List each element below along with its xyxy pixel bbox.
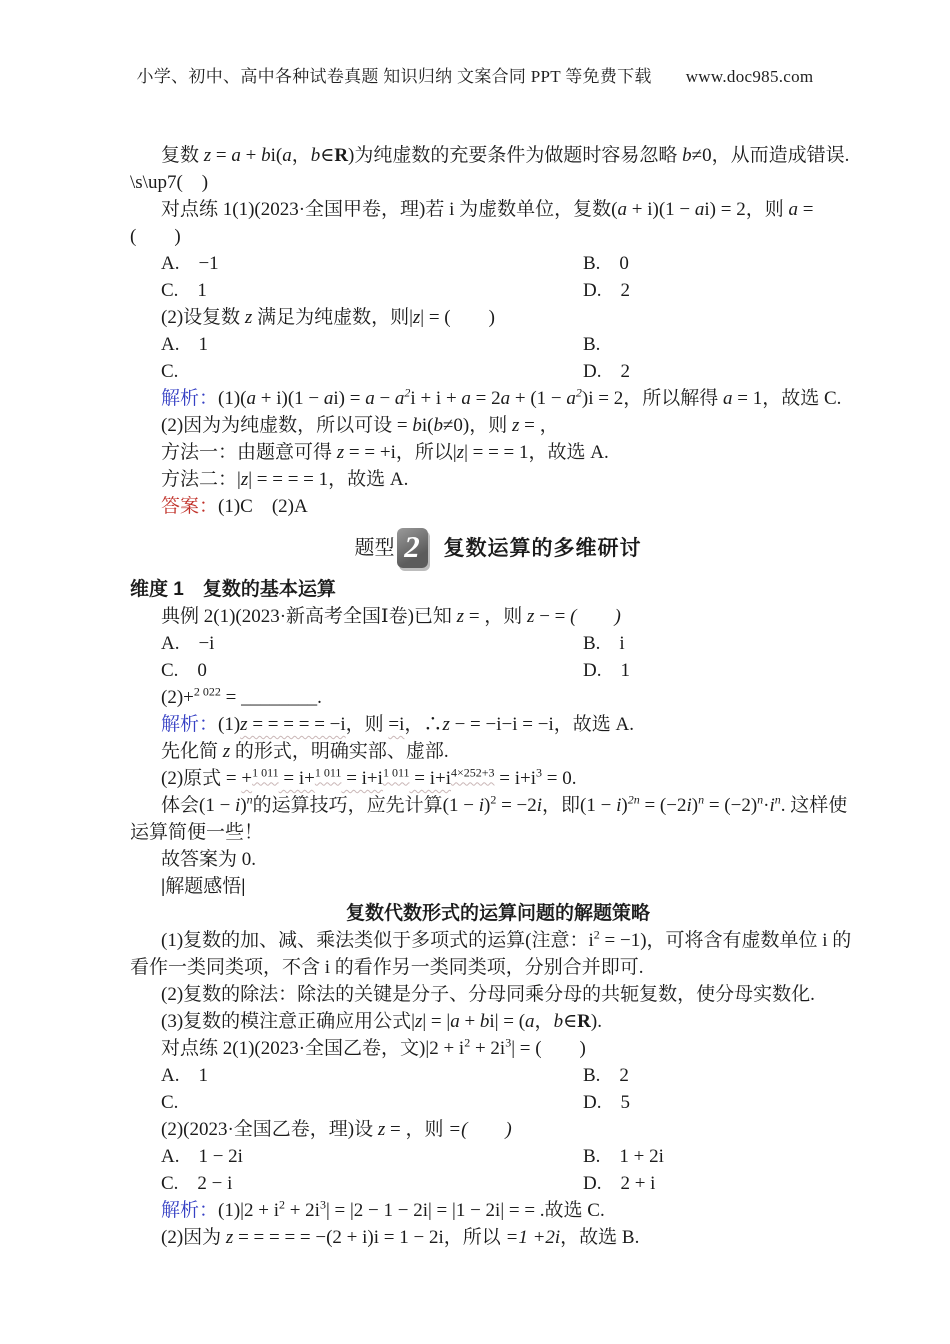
example2-part1-stem [130,603,866,630]
practice2-analysis-2 [130,1224,866,1251]
text-run: = i+i [341,768,383,789]
option-cell-right [583,657,630,684]
option-cell-right [583,250,629,277]
text-run: A. 1 [161,1065,208,1086]
text-run: D. 2 [583,280,630,301]
text-run: ) [240,795,247,816]
text-run: D. 2 + i [583,1173,656,1194]
text-run: ，则 [345,714,389,735]
topic-heading [130,520,866,576]
text-run: (1)C (2)A [218,496,308,517]
text-run: 的形式，明确实部、虚部. [230,741,449,762]
text-run: 满足为纯虚数，则| [252,307,413,328]
text-run: (2)+ [161,687,194,708]
text-run: a [365,388,375,409]
text-run: a [394,388,405,409]
text-run: i + i + [410,388,462,409]
text-run: z [377,1119,386,1140]
text-run: ≠0，从而造成错误. [691,145,850,166]
option-cell-left [161,331,583,358]
practice1-answer [130,493,866,520]
text-run: | = = = 1，故选 A. [464,442,609,463]
text-run: z [336,442,345,463]
text-run: (2)因为为纯虚数，所以可设 = [161,415,413,436]
text-run: 2 [464,1035,471,1050]
text-run: B. i [583,633,625,654]
text-run: − [374,388,395,409]
simplify-note [130,738,866,765]
text-run: 解题感悟 [165,876,242,897]
text-run: | = = = = 1，故选 A. [248,469,409,490]
option-cell-left [161,277,583,304]
text-run: i( [421,415,434,436]
text-run: 1 011 [382,765,410,780]
text-run: C. 0 [161,660,207,681]
text-run: z [512,415,520,436]
text-run: (2)因为 [161,1227,226,1248]
text-run: = (−2) [704,795,758,816]
text-run: 体会(1 − [161,795,236,816]
text-run: + [241,768,253,789]
text-run: B. 1 + 2i [583,1146,664,1167]
text-run: a [722,388,733,409]
text-run: a [525,1011,535,1032]
text-run: a [450,1011,460,1032]
text-run: z [456,442,465,463]
practice1-part2-options-ab [130,331,866,358]
technique-note-line2 [130,819,866,846]
text-run: z [240,714,248,735]
text-run: − = −i−i = −i，故选 A. [449,714,634,735]
text-run: ________ [241,687,318,708]
practice2-analysis-1 [130,1197,866,1224]
method-two [130,466,866,493]
example2-analysis-2 [130,765,866,792]
text-run: . [317,687,322,708]
text-run: z [222,741,231,762]
text-run: 3 [536,765,543,780]
text-run: A. 1 [161,334,208,355]
text-run: ， [291,145,311,166]
text-run: C. 2 − i [161,1173,233,1194]
jiexi-label: 解析： [161,714,219,735]
text-run: 运算简便一些！ [130,822,264,843]
text-run: 复数 [161,145,204,166]
text-run: | = |2 − 1 − 2i| = |1 − 2i| = = .故选 C. [325,1200,605,1221]
practice2-part2-options-ab [130,1143,866,1170]
text-run: b [433,415,443,436]
text-run: B. 2 [583,1065,629,1086]
option-cell-right [583,1062,629,1089]
text-run: = [220,687,242,708]
practice1-part1-stem [130,196,866,250]
text-run: D. 5 [583,1092,630,1113]
text-run: b [261,145,271,166]
text-run: ). [590,1011,602,1032]
insight-label [130,873,866,900]
text-run: ，故选 B. [560,1227,640,1248]
text-run: 的运算技巧，应先计算(1 − [252,795,479,816]
text-run: = 1，故选 C. [732,388,842,409]
text-run: | = | [422,1011,451,1032]
text-run: A. −i [161,633,215,654]
topic-number-badge: 2 [397,528,428,568]
text-run: = i+ [278,768,315,789]
text-run: (2)设复数 [161,307,245,328]
example2-analysis-1 [130,711,866,738]
text-run: (2)复数的除法：除法的关键是分子、分母同乘分母的共轭复数，使分母实数化. [161,984,815,1005]
text-run: = i+i [409,768,451,789]
option-cell-right [583,1089,630,1116]
text-run: = ，则 [385,1119,449,1140]
text-run: (3)复数的模注意正确应用公式| [161,1011,415,1032]
text-run: i [478,795,484,816]
option-cell-right [583,1143,664,1170]
text-run: a [282,145,292,166]
text-run: n [698,792,705,807]
practice1-part2-options-cd [130,358,866,385]
text-run: b [479,1011,490,1032]
practice2-part1-options-cd [130,1089,866,1116]
option-cell-left [161,657,583,684]
text-run: i [235,795,241,816]
option-cell-right [583,277,630,304]
text-run: = (−2 [639,795,687,816]
text-run: 2 [490,792,497,807]
practice1-part2-stem [130,304,866,331]
example2-part2-stem [130,684,866,711]
option-cell-right [583,1170,655,1197]
text-run: = = = = = −(2 + i)i = 1 − 2i，所以 [233,1227,506,1248]
text-run: + i)(1 − [256,388,324,409]
text-run: z [244,307,253,328]
text-run: 2 [575,385,582,400]
text-run: z [456,606,465,627]
option-cell-right [583,331,600,358]
text-run: 先化简 [161,741,223,762]
text-run: = −2 [496,795,537,816]
text-run: A. −1 [161,253,219,274]
text-run: a [500,388,511,409]
daan-label: 答案： [161,496,219,517]
text-run: + 2i [284,1200,320,1221]
text-run: + [459,1011,480,1032]
text-run: i| = ( [489,1011,526,1032]
text-run: a [231,145,241,166]
strategy-2 [130,981,866,1008]
text-run: ) [483,795,491,816]
text-run: a [694,199,705,220]
practice1-analysis-1 [130,385,866,412]
answer-zero [130,846,866,873]
text-run: 1 011 [252,765,279,780]
option-cell-left [161,250,583,277]
text-run: i( [270,145,283,166]
text-run: D. 2 [583,361,630,382]
text-run: C. 1 [161,280,207,301]
strategy-1-line1 [130,927,866,954]
practice2-part2-options-cd [130,1170,866,1197]
text-run: R [334,145,349,166]
header-text: 小学、初中、高中各种试卷真题 知识归纳 文案合同 PPT 等免费下载 [136,67,652,86]
site-header [0,62,950,87]
text-run: | = ( ) [511,1038,586,1059]
document-body [130,142,866,1251]
text-run: b [412,415,422,436]
text-run: 1 011 [314,765,342,780]
text-run: C. [161,361,179,382]
text-run: 维度 1 复数的基本运算 [130,579,336,600]
text-run: | [241,876,246,897]
jiexi-label: 解析： [161,388,219,409]
text-run: b [553,1011,564,1032]
text-run: z [225,1227,234,1248]
header-url[interactable]: www.doc985.com [685,67,814,86]
text-run: =i [388,714,405,735]
text-run: + i)(1 − [627,199,695,220]
text-run: ， [534,1011,554,1032]
text-run: = ，则 [464,606,528,627]
text-run: | = ( ) [420,307,495,328]
text-run: n [757,792,764,807]
text-run: A. 1 − 2i [161,1146,243,1167]
text-run: · [763,795,770,816]
text-run: = −1)，可将含有虚数单位 i 的 [599,930,852,951]
text-run: a [246,388,256,409]
text-run: i [536,795,543,816]
text-run: 典例 2(1)(2023·新高考全国Ⅰ卷)已知 [161,606,457,627]
text-run: B. 0 [583,253,629,274]
text-run: ∈ [563,1011,578,1032]
text-run: 对点练 1(1)(2023·全国甲卷，理)若 i 为虚数单位，复数( [161,199,618,220]
text-run: ，∴ [404,714,443,735]
text-run: 看作一类同类项，不含 i 的看作另一类同类项，分别合并即可. [130,957,644,978]
example2-part1-options-ab [130,630,866,657]
text-run: ( ) [570,606,621,627]
text-run: 复数代数形式的运算问题的解题策略 [345,903,650,924]
text-run: z [414,1011,423,1032]
practice1-analysis-2 [130,412,866,439]
text-run: )i = 2，所以解得 [581,388,723,409]
text-run: . 这样使 [780,795,848,816]
text-run: 2 [593,927,600,942]
text-run: a [323,388,334,409]
text-run: R [577,1011,591,1032]
text-run: = [211,145,232,166]
text-run: | [161,876,166,897]
text-run: = i+i [494,768,537,789]
technique-note-line1 [130,792,866,819]
text-run: B. [583,334,601,355]
field-code-line [130,169,866,196]
text-run: (1)( [218,388,247,409]
text-run: 3 [319,1197,326,1212]
text-run: 2 [278,1197,285,1212]
practice1-part1-options-ab [130,250,866,277]
practice2-part2-stem [130,1116,866,1143]
text-run: i [769,795,775,816]
text-run: 方法二：| [161,469,241,490]
text-run: i [616,795,622,816]
practice1-part1-options-cd [130,277,866,304]
text-run: 2n [627,792,640,807]
method-one [130,439,866,466]
text-run: 2 022 [193,684,221,699]
text-run: (1) [218,714,241,735]
text-run: n [774,792,781,807]
text-run: =( ) [448,1119,512,1140]
option-cell-left [161,358,583,385]
text-run: )为纯虚数的充要条件为做题时容易忽略 [348,145,683,166]
text-run: =1 +2i [505,1227,561,1248]
text-run: a [617,199,627,220]
dimension-heading [130,576,866,603]
text-run: z [527,606,535,627]
text-run: + (1 − [510,388,567,409]
text-run: ，即(1 − [542,795,617,816]
text-run: ∈ [320,145,335,166]
text-run: ) [621,795,628,816]
text-run: z [442,714,450,735]
topic-label: 题型 [354,536,395,559]
text-run: ) [691,795,699,816]
text-run: a [566,388,576,409]
text-run: C. [161,1092,179,1113]
text-run: + 2i [470,1038,506,1059]
text-run: z [240,469,249,490]
text-run: z [203,145,212,166]
text-run: \s\up7( ) [130,172,209,193]
text-run: = ( ) [130,199,814,247]
text-run: (2)原式 = [161,768,242,789]
example2-part1-options-cd [130,657,866,684]
text-run: D. 1 [583,660,630,681]
topic-title: 复数运算的多维研讨 [443,536,642,560]
option-cell-right [583,630,625,657]
practice2-part1-stem [130,1035,866,1062]
option-cell-right [583,358,630,385]
text-run: + [240,145,262,166]
text-run: 3 [505,1035,512,1050]
text-run: (1)复数的加、减、乘法类似于多项式的运算(注意：i [161,930,594,951]
strategy-1-line2 [130,954,866,981]
note-pure-imaginary-condition [130,142,866,169]
text-run: ≠0)，则 [442,415,512,436]
text-run: 对点练 2(1)(2023·全国乙卷，文)|2 + i [161,1038,465,1059]
practice2-part1-options-ab [130,1062,866,1089]
strategy-heading [130,900,866,927]
text-run: z [412,307,421,328]
text-run: i [686,795,692,816]
option-cell-left [161,1089,583,1116]
option-cell-left [161,1170,583,1197]
strategy-3 [130,1008,866,1035]
text-run: = = +i，所以| [344,442,457,463]
option-cell-left [161,1143,583,1170]
text-run: a [788,199,798,220]
jiexi-label: 解析： [161,1200,219,1221]
text-run: = = = = = −i [247,714,346,735]
text-run: b [310,145,321,166]
text-run: (1)|2 + i [218,1200,279,1221]
text-run: a [461,388,471,409]
option-cell-left [161,1062,583,1089]
text-run: = 2 [470,388,501,409]
text-run: (2)(2023·全国乙卷，理)设 [161,1119,378,1140]
text-run: b [682,145,692,166]
text-run: n [246,792,253,807]
text-run: 方法一：由题意可得 [161,442,337,463]
text-run: i) = [333,388,366,409]
text-run: 4×252+3 [451,765,495,780]
text-run: = ， [519,415,559,436]
text-run: − = [534,606,571,627]
text-run: 故答案为 0. [161,849,257,870]
text-run: i) = 2，则 [704,199,789,220]
option-cell-left [161,630,583,657]
text-run: 2 [404,385,411,400]
text-run: = 0. [542,768,577,789]
